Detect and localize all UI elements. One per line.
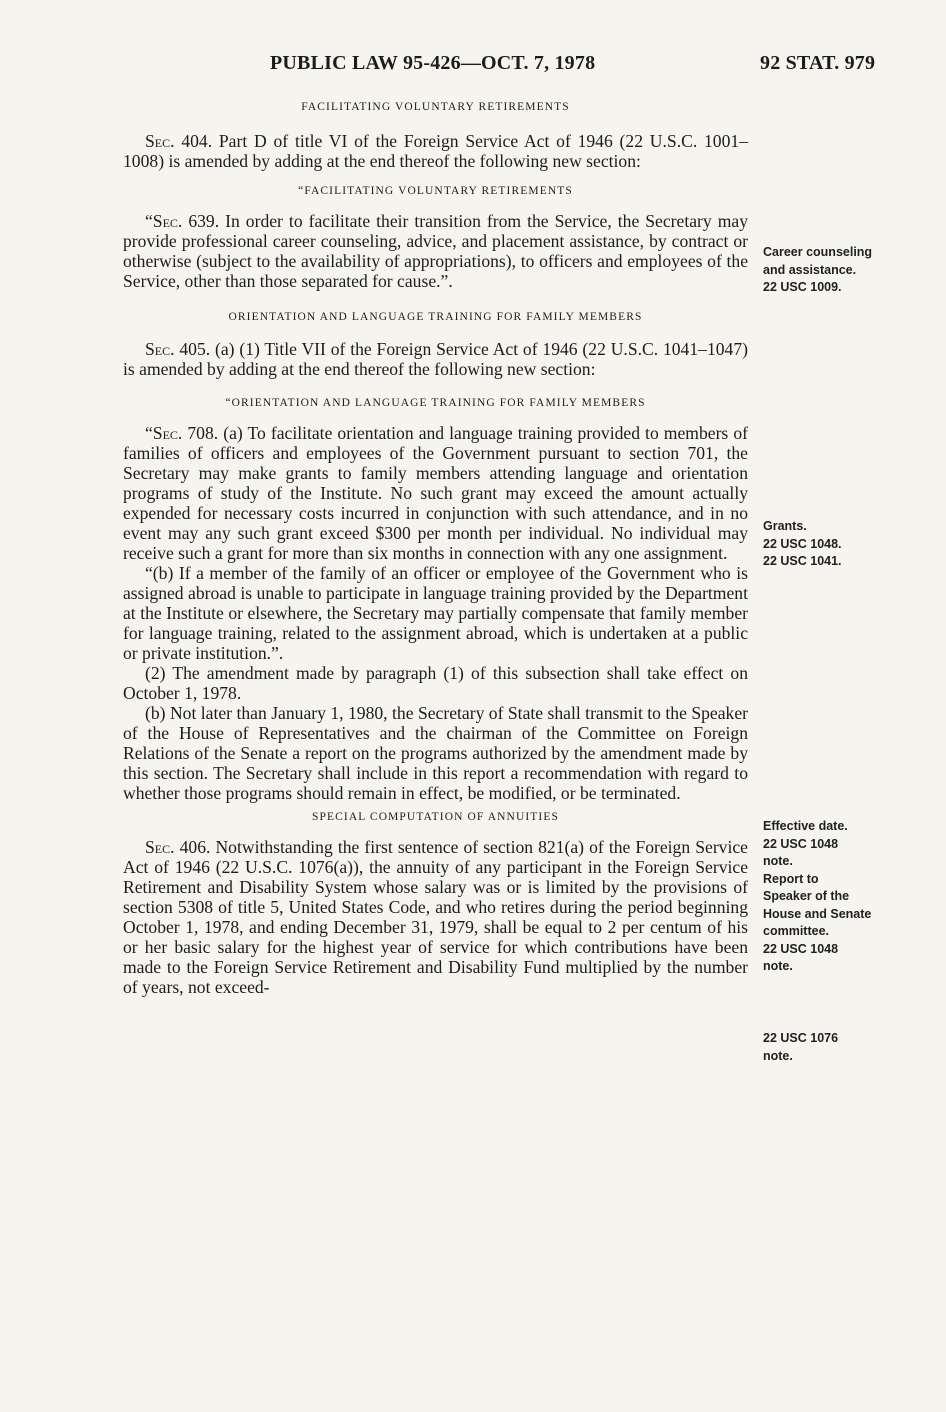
- sec-405-text: 405. (a) (1) Title VII of the Foreign Service Act of 1946 (22 U.S.C. 1041–1047) is amended by adding at the end thereof the following new section:: [123, 339, 748, 379]
- note-line: committee.: [763, 924, 829, 938]
- heading-facilitating-quoted: “FACILITATING VOLUNTARY RETIREMENTS: [298, 185, 573, 197]
- section-405-b: (b) Not later than January 1, 1980, the Secretary of State shall transmit to the Speaker of the House of Representatives and the chairman of the Committee on Foreign Relations of the Senate a report on the programs authorized by the amendment made by this section. The Secretary shall include in this report a recommendation with regard to whether those programs should remain in effect, be modified, or be terminated.: [123, 703, 748, 803]
- running-head-stat-page: 92 STAT. 979: [760, 52, 876, 74]
- section-708-b: “(b) If a member of the family of an officer or employee of the Government who is assigned abroad is unable to participate in language training provided by the Department at the Institute or elsewhere, the Secretary may partially compensate that family member for language training, related to the assignment abroad, which is undertaken at a public or private institution.”.: [123, 563, 748, 663]
- sec-404-text: 404. Part D of title VI of the Foreign Service Act of 1946 (22 U.S.C. 1001–1008) is amended by adding at the end thereof the following new section:: [123, 131, 748, 171]
- heading-orientation-quoted: “ORIENTATION AND LANGUAGE TRAINING FOR FAMILY MEMBERS: [225, 397, 646, 409]
- sec-708-label: “Sec.: [145, 423, 183, 443]
- note-line: 22 USC 1009.: [763, 280, 842, 294]
- note-line: Effective date.: [763, 819, 848, 833]
- sec-639-text: 639. In order to facilitate their transition from the Service, the Secretary may provide professional career counseling, advice, and placement assistance, by contract or otherwise (subject to the availability of appropriations), to officers and employees of the Service, other than those separated for cause.”.: [123, 211, 748, 291]
- margin-note-effective-date-report: [763, 818, 933, 976]
- note-line: note.: [763, 1048, 793, 1063]
- note-line: 22 USC 1076: [763, 1031, 839, 1045]
- section-405: [123, 339, 748, 379]
- sec-708-a-text: 708. (a) To facilitate orientation and language training provided to members of families of officers and employees of the Government pursuant to section 701, the Secretary may make grants to family members attending language and orientation programs of study of the Institute. No such grant may exceed the amount actually expended for necessary costs incurred in conjunction with such attendance, and in no event may any such grant exceed $300 per month per individual. No individual may receive such a grant for more than six months in connection with any one assignment.: [123, 423, 748, 563]
- note-line: 22 USC 1048.: [763, 536, 842, 551]
- note-line: 22 USC 1048: [763, 941, 839, 956]
- sec-404-label: Sec.: [145, 131, 175, 151]
- sec-406-text: 406. Notwithstanding the first sentence of section 821(a) of the Foreign Service Act of 1946 (22 U.S.C. 1076(a)), the annuity of any participant in the Foreign Service Retirement and Disability System whose salary was or is limited by the provisions of section 5308 of title 5, United States Code, and who retires during the period beginning October 1, 1978, and ending December 31, 1979, shall be equal to 2 per centum of his or her basic salary for the highest year of service for which contributions have been made to the Foreign Service Retirement and Disability Fund multiplied by the number of years, not exceed-: [123, 837, 748, 997]
- margin-note-grants: [763, 518, 933, 571]
- margin-note-annuity: [763, 1030, 933, 1065]
- note-line: 22 USC 1048: [763, 836, 839, 851]
- section-404: [123, 131, 748, 171]
- section-405-a-2: (2) The amendment made by paragraph (1) of this subsection shall take effect on October 1, 1978.: [123, 663, 748, 703]
- note-line: Report to: [763, 871, 819, 886]
- margin-note-career-counseling: [763, 244, 933, 297]
- main-text-column: [123, 95, 748, 997]
- note-line: 22 USC 1041.: [763, 554, 842, 568]
- section-708-a: [123, 423, 748, 563]
- heading-facilitating-voluntary-retirements: FACILITATING VOLUNTARY RETIREMENTS: [301, 101, 570, 113]
- section-639: [123, 211, 748, 291]
- heading-orientation-language-training: ORIENTATION AND LANGUAGE TRAINING FOR FAMILY MEMBERS: [228, 311, 643, 323]
- note-line: note.: [763, 854, 793, 868]
- sec-406-label: Sec.: [145, 837, 175, 857]
- note-line: Grants.: [763, 519, 807, 533]
- note-line: and assistance.: [763, 262, 857, 277]
- note-line: House and Senate: [763, 906, 872, 921]
- sec-639-label: “Sec.: [145, 211, 183, 231]
- section-406: [123, 837, 748, 997]
- heading-special-computation-annuities: SPECIAL COMPUTATION OF ANNUITIES: [312, 811, 559, 823]
- note-line: Speaker of the: [763, 889, 850, 903]
- sec-405-label: Sec.: [145, 339, 175, 359]
- note-line: note.: [763, 959, 793, 973]
- running-head-title: PUBLIC LAW 95-426—OCT. 7, 1978: [270, 52, 596, 74]
- note-line: Career counseling: [763, 245, 873, 259]
